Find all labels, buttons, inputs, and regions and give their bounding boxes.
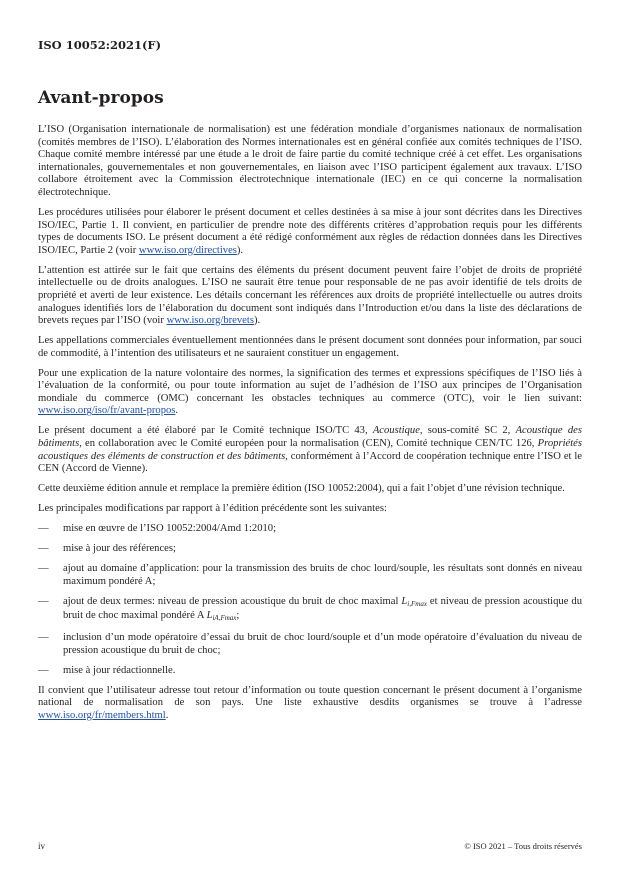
list-item xyxy=(38,523,582,536)
paragraph-4: Les appellations commerciales éventuellement mentionnées dans le présent document sont données pour information, par souci de commodité, à l’intention des utilisateurs et ne sauraient constituer un engagement. xyxy=(38,335,582,359)
paragraph-5-text: Pour une explication de la nature volontaire des normes, la signification des termes et expressions spécifiques de l’ISO liés à l’évaluation de la conformité, ou pour toute information au sujet de l’adhésion de l’ISO aux principes de l’Organisation mondiale du commerce (OMC) concernant les obstacles techniques au commerce (OTC), voir le lien suivant: xyxy=(38,367,582,404)
directives-link[interactable]: www.iso.org/directives xyxy=(138,244,237,256)
p6-a: Le présent document a été élaboré par le Comité technique ISO/TC 43, xyxy=(38,425,373,437)
list-item-text: mise en œuvre de l’ISO 10052:2004/Amd 1:2010; xyxy=(63,523,277,535)
p6-d: Acoustique des bâtiments xyxy=(38,425,582,450)
paragraph-2-text: Les procédures utilisées pour élaborer le présent document et celles destinées à sa mise à jour sont décrites dans les Directives ISO/IEC, Partie 1. Il convient, en particulier de prendre note des différents critères d’approbation requis pour les différents types de documents ISO. Le présent document a été rédigé conformément aux règles de rédaction données dans les Directives ISO/IEC, Partie 2 (voir xyxy=(38,206,582,256)
list-item-text: inclusion d’un mode opératoire d’essai du bruit de choc lourd/souple et d’un mode opératoire d’évaluation du niveau de pression acoustique du bruit de choc; xyxy=(63,632,582,656)
paragraph-3-end: ). xyxy=(253,315,261,327)
list-dash: — xyxy=(38,523,49,535)
list-dash: — xyxy=(38,664,49,676)
section-title: Avant-propos xyxy=(38,88,164,108)
patents-link[interactable]: www.iso.org/brevets xyxy=(166,315,254,327)
list-item-text xyxy=(63,596,582,625)
paragraph-5 xyxy=(38,368,582,418)
list-dash: — xyxy=(38,563,49,575)
paragraph-9-text: Il convient que l’utilisateur adresse tout retour d’information ou toute question concernant le présent document à l’organisme national de normalisation de son pays. Une liste exhaustive desdits organismes se trouve à l’adresse xyxy=(38,684,582,709)
foreword-link[interactable]: www.iso.org/iso/fr/avant-propos xyxy=(38,405,176,417)
paragraph-3 xyxy=(38,265,582,328)
p6-c: , sous-comité SC 2, xyxy=(419,425,516,437)
li4-c: ; xyxy=(236,610,240,622)
symbol-L: L xyxy=(401,595,408,607)
list-item-text: mise à jour rédactionnelle. xyxy=(63,664,176,676)
page-number: iv xyxy=(38,841,46,851)
subscript-ia-fmax: iA,Fmax xyxy=(212,614,237,623)
paragraph-2-end: ). xyxy=(236,244,244,256)
paragraph-9-end: . xyxy=(165,710,169,722)
list-item-text: mise à jour des références; xyxy=(63,543,176,555)
list-item xyxy=(38,596,582,625)
list-item xyxy=(38,665,582,678)
document-id-header: ISO 10052:2021(F) xyxy=(38,38,162,52)
list-dash: — xyxy=(38,632,49,644)
paragraph-5-end: . xyxy=(175,405,179,417)
paragraph-7: Cette deuxième édition annule et remplace la première édition (ISO 10052:2004), qui a fait l’objet d’une révision technique. xyxy=(38,483,565,495)
p6-f: Propriétés acoustiques des éléments de construction et des bâtiments xyxy=(38,438,582,462)
list-dash: — xyxy=(38,543,49,555)
li4-a: ajout de deux termes: niveau de pression acoustique du bruit de choc maximal xyxy=(63,595,402,607)
p6-g: , conformément à l’Accord de coopération technique entre l’ISO et le CEN (Accord de Vienne). xyxy=(38,450,582,475)
symbol-L: L xyxy=(206,610,213,622)
paragraph-1: L’ISO (Organisation internationale de normalisation) est une fédération mondiale d’organismes nationaux de normalisation (comités membres de l’ISO). L’élaboration des Normes internationales est en général confiée aux comités techniques de l’ISO. Chaque comité membre intéressé par une étude a le droit de faire partie du comité technique créé à cet effet. Les organisations internationales, gouvernementales et non gouvernementales, en liaison avec l’ISO participent également aux travaux. L’ISO collabore étroitement avec la Commission électrotechnique internationale (IEC) en ce qui concerne la normalisation électrotechnique. xyxy=(38,124,582,198)
list-dash: — xyxy=(38,595,49,607)
li4-b: et niveau de pression acoustique du bruit de choc maximal pondéré A xyxy=(63,595,582,622)
subscript-i-fmax: i,Fmax xyxy=(407,599,427,608)
members-link[interactable]: www.iso.org/fr/members.html xyxy=(38,710,166,722)
paragraph-6 xyxy=(38,425,582,475)
p6-e: , en collaboration avec le Comité européen pour la normalisation (CEN), Comité technique CEN/TC 126, xyxy=(79,438,538,450)
list-item xyxy=(38,632,582,657)
list-item xyxy=(38,543,582,556)
paragraph-9 xyxy=(38,685,582,723)
paragraph-2 xyxy=(38,207,582,257)
paragraph-3-text: L’attention est attirée sur le fait que certains des éléments du présent document peuvent faire l’objet de droits de propriété intellectuelle ou de droits analogues. L’ISO ne saurait être tenue pour responsable de ne pas avoir identifié de tels droits de propriété et averti de leur existence. Les détails concernant les références aux droits de propriété intellectuelle ou autres droits analogues identifiés lors de l’élaboration du document sont indiqués dans l’Introduction et/ou dans la liste des déclarations de brevets reçues par l’ISO (voir xyxy=(38,264,582,327)
p6-b: Acoustique xyxy=(372,425,420,437)
section-body xyxy=(38,124,582,730)
paragraph-8: Les principales modifications par rapport à l’édition précédente sont les suivantes: xyxy=(38,503,387,515)
list-item-text: ajout au domaine d’application: pour la transmission des bruits de choc lourd/souple, les résultats sont donnés en niveau maximum pondéré A; xyxy=(63,563,582,587)
list-item xyxy=(38,563,582,588)
copyright-notice: © ISO 2021 – Tous droits réservés xyxy=(464,841,582,851)
